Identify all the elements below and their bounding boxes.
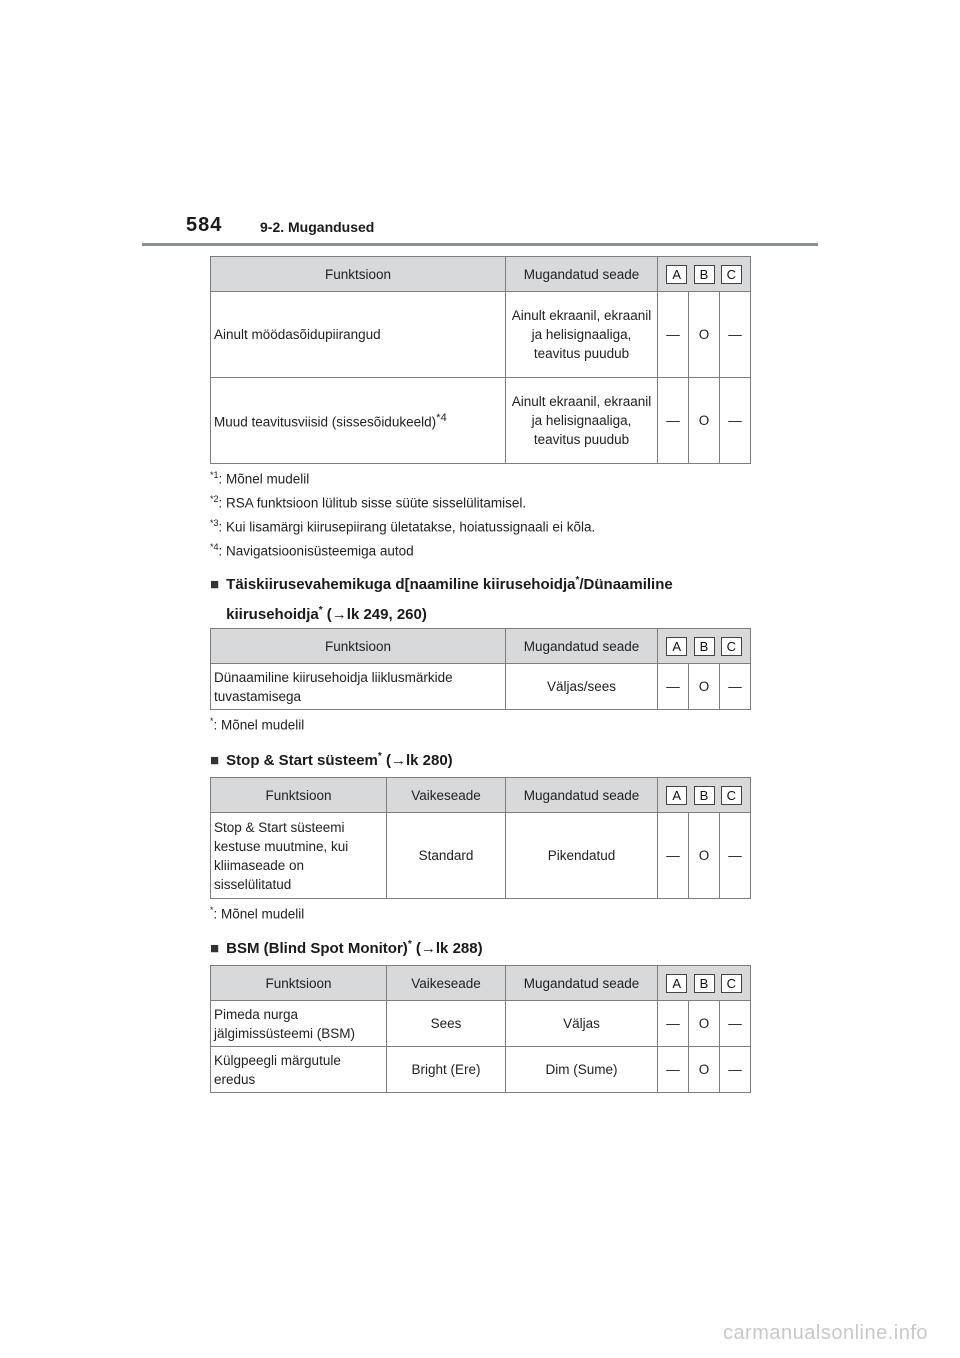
mark-c: — — [720, 1047, 751, 1093]
custom-setting-cell: Väljas/sees — [506, 664, 658, 710]
section-heading-stop-start — [210, 744, 453, 774]
footnote — [210, 716, 304, 733]
mark-c: — — [720, 664, 751, 710]
footnote-text: : Mõnel mudelil — [218, 471, 310, 487]
header-default-setting: Vaikeseade — [387, 778, 506, 813]
custom-setting-cell: Pikendatud — [506, 813, 658, 899]
default-setting-cell: Sees — [387, 1001, 506, 1047]
arrow-right-icon: → — [420, 940, 436, 957]
function-cell: Dünaamiline kiirusehoidja liiklusmärkide tuvastamisega — [211, 664, 506, 710]
footnote-ref: * — [318, 605, 323, 616]
footnote-mark: *1 — [210, 470, 219, 480]
page-reference: lk 249, 260) — [346, 606, 427, 623]
footnote-mark: *2 — [210, 494, 219, 504]
table-row — [211, 292, 751, 378]
mark-a: — — [658, 813, 689, 899]
mark-a: — — [658, 664, 689, 710]
square-bullet-icon: ■ — [210, 576, 220, 593]
custom-setting-cell: Ainult ekraanil, ekraanil ja helisignaaliga, teavitus puudub — [506, 378, 658, 464]
footnote-mark: * — [210, 716, 214, 726]
heading-text: Stop & Start süsteem — [226, 752, 378, 769]
mark-b: O — [689, 1001, 720, 1047]
mark-a: — — [658, 1001, 689, 1047]
header-divider — [142, 243, 818, 246]
footnote-ref: * — [377, 751, 382, 762]
function-cell — [211, 378, 506, 464]
header-default-setting: Vaikeseade — [387, 966, 506, 1001]
site-watermark: carmanualsonline.info — [722, 1322, 928, 1344]
heading-text: ( — [381, 752, 391, 769]
footnote-ref: * — [575, 575, 580, 586]
footnote-text: : Kui lisamärgi kiirusepiirang ületatakse, hoiatussignaali ei kõla. — [218, 519, 596, 535]
customization-table-cruise-control — [210, 628, 751, 710]
letter-c-box: C — [721, 265, 742, 284]
table-row — [211, 1001, 751, 1047]
arrow-right-icon: → — [390, 752, 406, 769]
arrow-right-icon: → — [331, 606, 347, 623]
header-function: Funktsioon — [211, 966, 387, 1001]
heading-text: /Dünaamiline — [579, 576, 673, 593]
header-custom-setting: Mugandatud seade — [506, 966, 658, 1001]
table-row — [211, 1047, 751, 1093]
default-setting-cell: Standard — [387, 813, 506, 899]
table-row — [211, 378, 751, 464]
footnote-mark: *4 — [210, 542, 219, 552]
letter-c-box: C — [721, 974, 742, 993]
header-custom-setting: Mugandatud seade — [506, 257, 658, 292]
customization-table-bsm — [210, 965, 751, 1093]
heading-text: Täiskiirusevahemikuga d[naamiline kiirusehoidja — [226, 576, 576, 593]
header-abc — [658, 629, 751, 664]
letter-a-box: A — [666, 786, 687, 805]
customization-table-rsa — [210, 256, 751, 464]
table-header-row — [211, 778, 751, 813]
letter-b-box: B — [694, 637, 715, 656]
header-custom-setting: Mugandatud seade — [506, 629, 658, 664]
custom-setting-cell: Dim (Sume) — [506, 1047, 658, 1093]
default-setting-cell: Bright (Ere) — [387, 1047, 506, 1093]
page-reference: lk 280) — [405, 752, 453, 769]
page-reference: lk 288) — [435, 940, 483, 957]
footnote-text: : Navigatsioonisüsteemiga autod — [218, 543, 414, 559]
letter-b-box: B — [694, 974, 715, 993]
footnote-ref: * — [407, 939, 412, 950]
mark-b: O — [689, 378, 720, 464]
mark-a: — — [658, 1047, 689, 1093]
mark-b: O — [689, 1047, 720, 1093]
header-abc — [658, 966, 751, 1001]
footnote-text: : RSA funktsioon lülitub sisse süüte sisselülitamisel. — [218, 495, 527, 511]
heading-text: kiirusehoidja — [226, 606, 319, 623]
footnote-text: : Mõnel mudelil — [213, 717, 305, 733]
letter-a-box: A — [666, 265, 687, 284]
mark-a: — — [658, 292, 689, 378]
table-header-row — [211, 257, 751, 292]
header-abc — [658, 257, 751, 292]
mark-c: — — [720, 1001, 751, 1047]
header-function: Funktsioon — [211, 629, 506, 664]
footnote-text: : Mõnel mudelil — [213, 906, 305, 922]
mark-b: O — [689, 292, 720, 378]
page-number: 584 — [186, 214, 223, 236]
custom-setting-cell: Ainult ekraanil, ekraanil ja helisignaaliga, teavitus puudub — [506, 292, 658, 378]
function-text: Ainult möödasõidupiirangud — [214, 327, 381, 342]
header-abc — [658, 778, 751, 813]
letter-c-box: C — [721, 786, 742, 805]
footnote — [210, 542, 414, 559]
customization-table-stop-start — [210, 777, 751, 899]
function-cell: Pimeda nurga jälgimissüsteemi (BSM) — [211, 1001, 387, 1047]
section-heading-bsm — [210, 932, 483, 962]
square-bullet-icon: ■ — [210, 940, 220, 957]
footnote — [210, 470, 309, 487]
letter-a-box: A — [666, 974, 687, 993]
table-row — [211, 664, 751, 710]
footnote — [210, 518, 595, 535]
heading-text: BSM (Blind Spot Monitor) — [226, 940, 408, 957]
function-cell — [211, 292, 506, 378]
function-cell: Külgpeegli märgutule eredus — [211, 1047, 387, 1093]
letter-a-box: A — [666, 637, 687, 656]
square-bullet-icon: ■ — [210, 752, 220, 769]
function-text: Muud teavitusviisid (sissesõidukeeld) — [214, 414, 437, 430]
footnote-ref: *4 — [436, 412, 447, 425]
custom-setting-cell: Väljas — [506, 1001, 658, 1047]
section-heading-cruise-control — [210, 568, 673, 628]
mark-a: — — [658, 378, 689, 464]
header-custom-setting: Mugandatud seade — [506, 778, 658, 813]
table-header-row — [211, 629, 751, 664]
mark-b: O — [689, 664, 720, 710]
mark-c: — — [720, 292, 751, 378]
table-row — [211, 813, 751, 899]
letter-b-box: B — [694, 265, 715, 284]
section-title: 9-2. Mugandused — [260, 219, 375, 235]
heading-text: ( — [322, 606, 332, 623]
footnote-mark: * — [210, 905, 214, 915]
footnote — [210, 905, 304, 922]
mark-b: O — [689, 813, 720, 899]
header-function: Funktsioon — [211, 257, 506, 292]
function-cell: Stop & Start süsteemi kestuse muutmine, kui kliimaseade on sisselülitatud — [211, 813, 387, 899]
mark-c: — — [720, 378, 751, 464]
header-function: Funktsioon — [211, 778, 387, 813]
table-header-row — [211, 966, 751, 1001]
mark-c: — — [720, 813, 751, 899]
footnote-mark: *3 — [210, 518, 219, 528]
footnote — [210, 494, 526, 511]
heading-text: ( — [411, 940, 421, 957]
letter-c-box: C — [721, 637, 742, 656]
letter-b-box: B — [694, 786, 715, 805]
